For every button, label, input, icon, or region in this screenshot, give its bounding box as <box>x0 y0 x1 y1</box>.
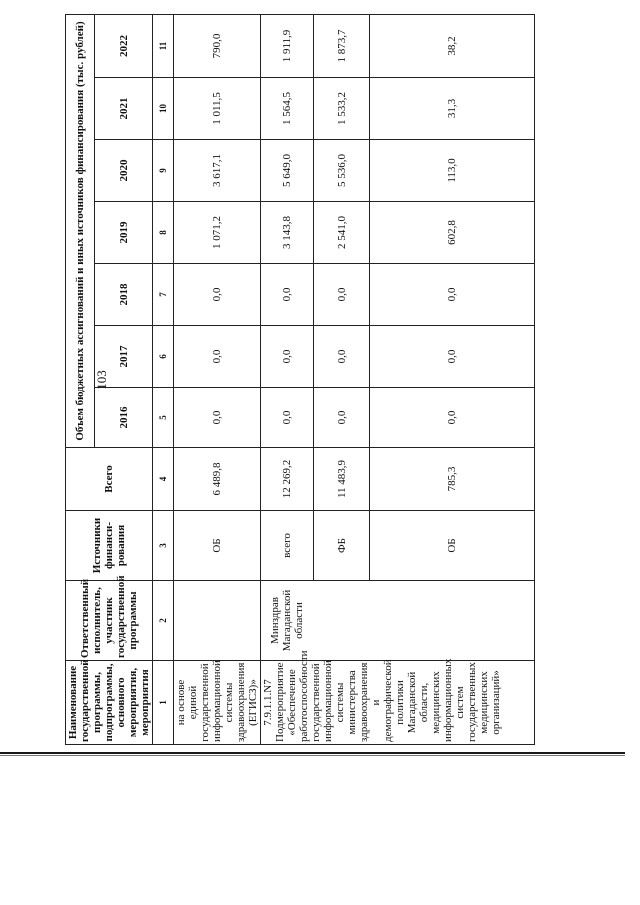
row-value: 1 071,2 <box>174 202 261 264</box>
row-value: 5 649,0 <box>261 140 314 202</box>
header-name: Наименование государственной программы, подпрограммы, основного мероприятия, мероприятия <box>66 661 153 745</box>
column-number: 9 <box>153 140 174 202</box>
row-value: 5 536,0 <box>314 140 370 202</box>
column-number: 6 <box>153 326 174 388</box>
row-value: 0,0 <box>370 264 535 326</box>
row-value: 0,0 <box>174 326 261 388</box>
row-value: 113,0 <box>370 140 535 202</box>
column-number: 4 <box>153 448 174 511</box>
row-executor-empty <box>174 581 261 661</box>
horizontal-rule <box>0 752 625 754</box>
subprogram-executor: Минздрав Магаданской области <box>261 581 535 661</box>
subprogram-name: 7.9.1.1.N7 Подмероприятие «Обеспечение работоспособности государственной информационной системы министерства здравоохранения и демографической политики Магаданской области, медицинских информационных систем государственных медицинских организаций» <box>261 661 535 745</box>
row-total: 12 269,2 <box>261 448 314 511</box>
row-value: 0,0 <box>174 264 261 326</box>
column-number: 1 <box>153 661 174 745</box>
header-year: 2022 <box>95 15 153 78</box>
row-value: 0,0 <box>370 388 535 448</box>
header-volume: Объем бюджетных ассигнований и иных источников финансирования (тыс. рублей) <box>66 15 95 448</box>
row-source: всего <box>261 511 314 581</box>
page-number: 103 <box>94 370 109 390</box>
row-value: 0,0 <box>314 326 370 388</box>
header-executor: Ответственный исполнитель, участник государственной программы <box>66 581 153 661</box>
financing-table <box>65 14 535 745</box>
row-value: 1 873,7 <box>314 15 370 78</box>
row-value: 31,3 <box>370 78 535 140</box>
column-number: 3 <box>153 511 174 581</box>
row-value: 1 564,5 <box>261 78 314 140</box>
row-value: 0,0 <box>261 388 314 448</box>
header-year: 2017 <box>95 326 153 388</box>
row-source: ОБ <box>370 511 535 581</box>
horizontal-rule-shadow <box>0 755 625 756</box>
row-value: 790,0 <box>174 15 261 78</box>
row-value: 0,0 <box>370 326 535 388</box>
column-number: 8 <box>153 202 174 264</box>
table-row <box>174 15 261 745</box>
column-number: 5 <box>153 388 174 448</box>
row-value: 0,0 <box>314 388 370 448</box>
row-total: 11 483,9 <box>314 448 370 511</box>
row-total: 785,3 <box>370 448 535 511</box>
column-number: 2 <box>153 581 174 661</box>
column-number: 7 <box>153 264 174 326</box>
row-source: ФБ <box>314 511 370 581</box>
row-name: на основе единой государственной информационной системы здравоохранения (ЕГИСЗ)» <box>174 661 261 745</box>
row-value: 0,0 <box>174 388 261 448</box>
column-number: 11 <box>153 15 174 78</box>
header-source: Источники финанси-рования <box>66 511 153 581</box>
column-number: 10 <box>153 78 174 140</box>
row-value: 602,8 <box>370 202 535 264</box>
header-year: 2019 <box>95 202 153 264</box>
header-year: 2020 <box>95 140 153 202</box>
row-value: 3 143,8 <box>261 202 314 264</box>
row-value: 1 911,9 <box>261 15 314 78</box>
row-value: 0,0 <box>314 264 370 326</box>
row-value: 0,0 <box>261 326 314 388</box>
header-total: Всего <box>66 448 153 511</box>
header-year: 2021 <box>95 78 153 140</box>
header-year: 2018 <box>95 264 153 326</box>
row-value: 1 011,5 <box>174 78 261 140</box>
table-row <box>261 15 314 745</box>
row-value: 3 617,1 <box>174 140 261 202</box>
row-value: 0,0 <box>261 264 314 326</box>
row-source: ОБ <box>174 511 261 581</box>
row-value: 38,2 <box>370 15 535 78</box>
row-value: 2 541,0 <box>314 202 370 264</box>
row-value: 1 533,2 <box>314 78 370 140</box>
header-year: 2016 <box>95 388 153 448</box>
rotated-page <box>65 15 623 745</box>
row-total: 6 489,8 <box>174 448 261 511</box>
